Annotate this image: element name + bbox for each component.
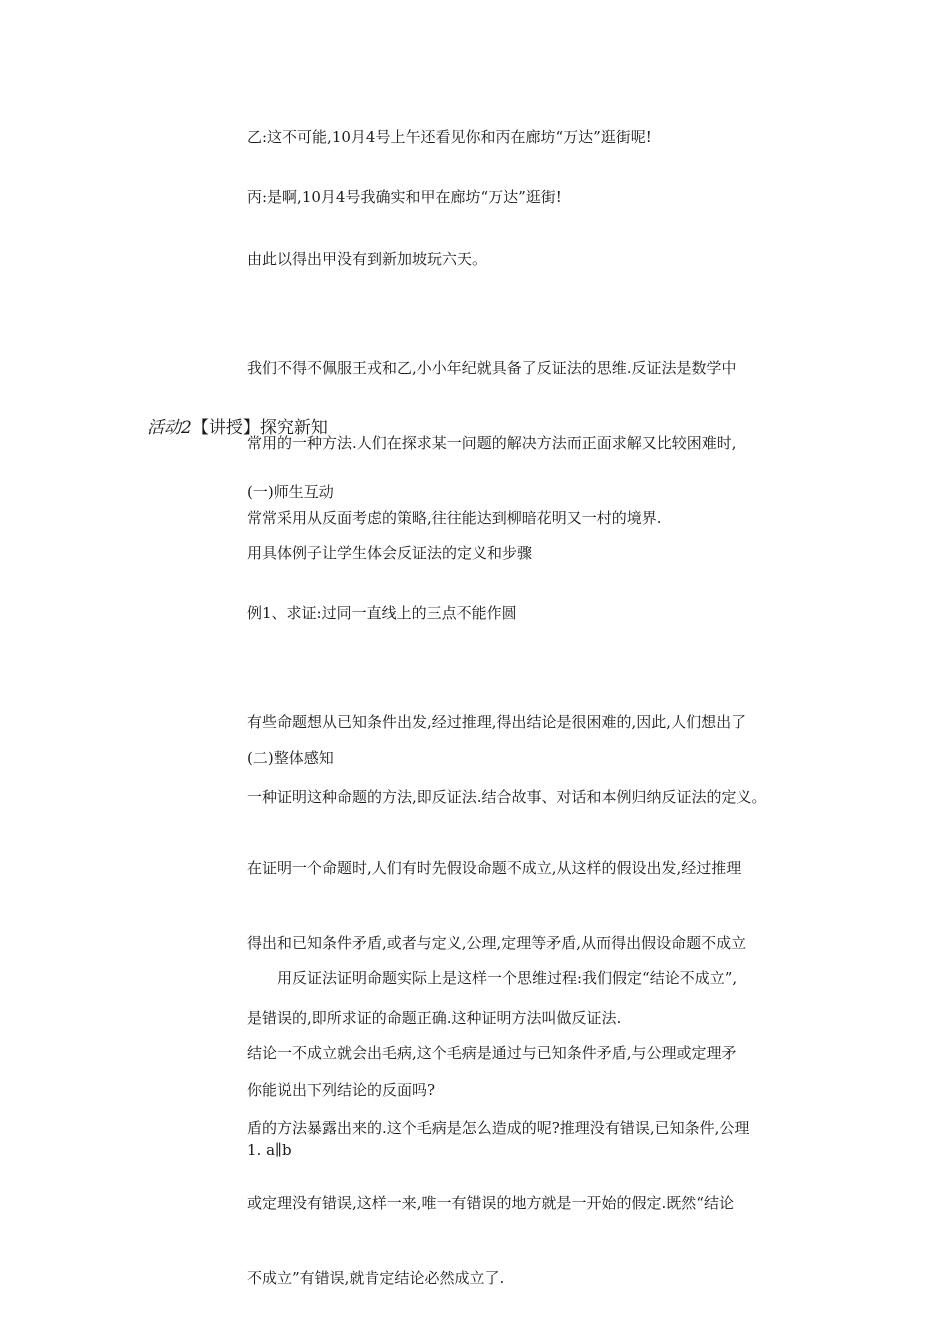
explanation-line-5: 不成立”有错误,就肯定结论必然成立了. [247,1269,505,1287]
definition-line-2: 得出和已知条件矛盾,或者与定义,公理,定理等矛盾,从而得出假设命题不成立 [247,934,747,952]
intro-line-2: 常用的一种方法.人们在探求某一问题的解决方法而正面求解又比较困难时, [247,434,737,452]
dialogue-line-bing: 丙:是啊,10月4号我确实和甲在廊坊“万达”逛街! [247,188,562,206]
section1-line: 用具体例子让学生体会反证法的定义和步骤 [247,544,533,562]
definition-line-1: 在证明一个命题时,人们有时先假设命题不成立,从这样的假设出发,经过推理 [247,859,742,877]
definition-line-3: 是错误的,即所求证的命题正确.这种证明方法叫做反证法. [247,1009,622,1027]
intro-line-1: 我们不得不佩服王戎和乙,小小年纪就具备了反证法的思维.反证法是数学中 [247,359,737,377]
section-title-perception: (二)整体感知 [247,749,334,767]
explanation-line-3: 盾的方法暴露出来的.这个毛病是怎么造成的呢?推理没有错误,已知条件,公理 [247,1119,750,1137]
activity-heading-title: 【讲授】探究新知 [191,418,328,438]
explanation-line-4: 或定理没有错误,这样一来,唯一有错误的地方就是一开始的假定.既然“结论 [247,1194,734,1212]
intro-paragraph [247,306,827,581]
list-item-1: 1. a∥b [247,1141,292,1159]
intro-line-3: 常常采用从反面考虑的策略,往往能达到柳暗花明又一村的境界. [247,509,662,527]
example-1: 例1、求证:过同一直线上的三点不能作圆 [247,604,517,622]
conclusion-line: 由此以得出甲没有到新加坡玩六天。 [247,250,488,268]
explanation-line-1: 用反证法证明命题实际上是这样一个思维过程:我们假定“结论不成立”, [277,969,738,987]
activity-heading [147,415,328,441]
dialogue-line-yi: 乙:这不可能,10月4号上午还看见你和丙在廊坊“万达”逛街呢! [247,128,652,146]
question-line: 你能说出下列结论的反面吗? [247,1081,436,1099]
activity-heading-number: 活动2 [147,418,192,438]
explanation-paragraph [247,916,827,1341]
section1-paragraph-line-1: 有些命题想从已知条件出发,经过推理,得出结论是很困难的,因此,人们想出了 [247,713,747,731]
section1-paragraph-line-2: 一种证明这种命题的方法,即反证法.结合故事、对话和本例归纳反证法的定义。 [247,788,767,806]
explanation-line-2: 结论一不成立就会出毛病,这个毛病是通过与已知条件矛盾,与公理或定理矛 [247,1044,737,1062]
section-title-interaction: (一)师生互动 [247,483,334,501]
